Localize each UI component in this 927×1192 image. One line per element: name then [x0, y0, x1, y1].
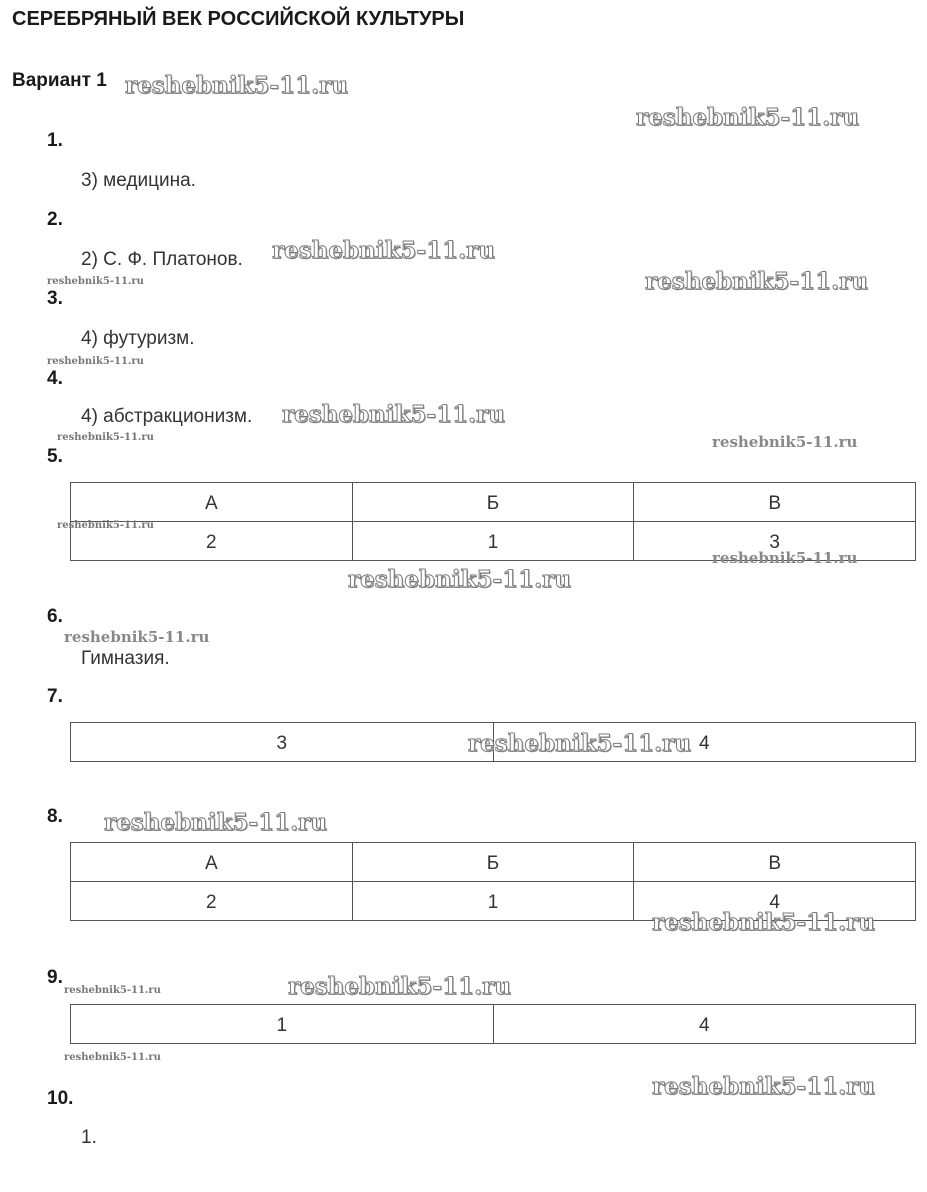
question-number: 3.	[47, 288, 63, 309]
watermark: reshebnik5-11.ru	[47, 356, 144, 367]
watermark: reshebnik5-11.ru	[652, 909, 875, 936]
question-number: 9.	[47, 967, 63, 988]
watermark: reshebnik5-11.ru	[348, 566, 571, 593]
table-cell: 4	[493, 723, 916, 762]
table-header-cell: Б	[352, 483, 634, 522]
question-number: 6.	[47, 606, 63, 627]
watermark: reshebnik5-11.ru	[645, 268, 868, 295]
table-cell: 1	[352, 522, 634, 561]
table-cell: 4	[493, 1005, 916, 1044]
table-row	[71, 522, 916, 561]
table-cell: 4	[634, 882, 916, 921]
question-number: 1.	[47, 130, 63, 151]
watermark: reshebnik5-11.ru	[282, 401, 505, 428]
question-number: 8.	[47, 806, 63, 827]
question-number: 10.	[47, 1088, 74, 1109]
watermark: reshebnik5-11.ru	[272, 237, 495, 264]
watermark: reshebnik5-11.ru	[64, 628, 210, 646]
table-cell: 1	[352, 882, 634, 921]
table-header-cell: Б	[352, 843, 634, 882]
variant-heading: Вариант 1	[12, 70, 107, 91]
watermark: reshebnik5-11.ru	[64, 985, 161, 996]
table-header-cell: В	[634, 483, 916, 522]
watermark: reshebnik5-11.ru	[652, 1073, 875, 1100]
table-cell: 3	[634, 522, 916, 561]
answer-table	[70, 1004, 916, 1044]
answer-text: 3) медицина.	[81, 170, 196, 191]
table-header-row	[71, 843, 916, 882]
table-cell: 1	[71, 1005, 494, 1044]
watermark: reshebnik5-11.ru	[57, 432, 154, 443]
answer-text: 1.	[81, 1127, 97, 1148]
page-title: СЕРЕБРЯНЫЙ ВЕК РОССИЙСКОЙ КУЛЬТУРЫ	[12, 8, 465, 30]
watermark: reshebnik5-11.ru	[104, 809, 327, 836]
watermark: reshebnik5-11.ru	[64, 1052, 161, 1063]
watermark: reshebnik5-11.ru	[125, 72, 348, 99]
answer-table	[70, 722, 916, 762]
table-cell: 2	[71, 522, 353, 561]
table-row	[71, 723, 916, 762]
question-number: 4.	[47, 368, 63, 389]
table-header-cell: В	[634, 843, 916, 882]
answer-text: 4) футуризм.	[81, 328, 195, 349]
answer-text: Гимназия.	[81, 648, 170, 669]
watermark: reshebnik5-11.ru	[712, 549, 858, 567]
watermark: reshebnik5-11.ru	[57, 520, 154, 531]
table-header-row	[71, 483, 916, 522]
table-cell: 3	[71, 723, 494, 762]
table-row	[71, 1005, 916, 1044]
table-header-cell: А	[71, 843, 353, 882]
watermark: reshebnik5-11.ru	[636, 104, 859, 131]
answer-table	[70, 842, 916, 921]
table-cell: 2	[71, 882, 353, 921]
table-row	[71, 882, 916, 921]
watermark: reshebnik5-11.ru	[47, 276, 144, 287]
watermark: reshebnik5-11.ru	[468, 730, 691, 757]
table-header-cell: А	[71, 483, 353, 522]
answer-text: 4) абстракционизм.	[81, 406, 253, 427]
question-number: 5.	[47, 446, 63, 467]
answer-table	[70, 482, 916, 561]
watermark: reshebnik5-11.ru	[712, 433, 858, 451]
watermark: reshebnik5-11.ru	[288, 973, 511, 1000]
question-number: 7.	[47, 686, 63, 707]
question-number: 2.	[47, 209, 63, 230]
answer-text: 2) С. Ф. Платонов.	[81, 249, 243, 270]
